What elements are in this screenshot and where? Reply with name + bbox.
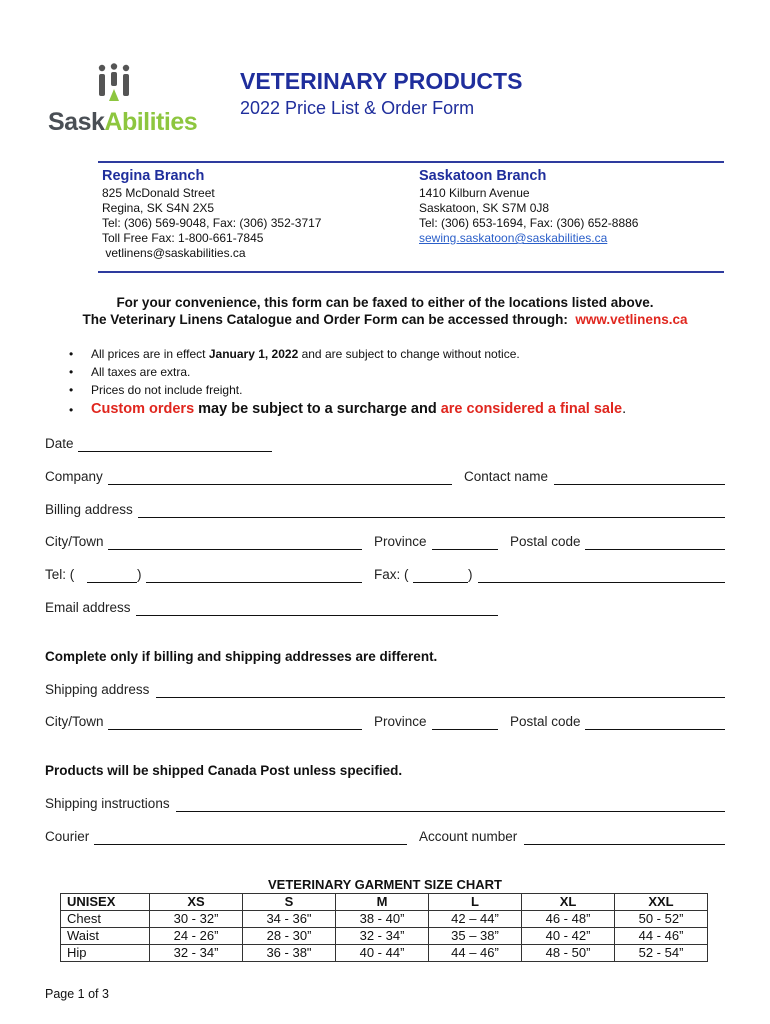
saskatoon-branch-address [419, 186, 638, 246]
fax-number-field[interactable] [478, 582, 725, 583]
fax-label: Fax: ( [374, 567, 409, 582]
size-header-cell: XXL [615, 894, 708, 911]
logo-text-sask: Sask [48, 108, 105, 136]
size-chart-table [60, 893, 708, 962]
shipping-address-label: Shipping address [45, 682, 150, 697]
regina-email: vetlinens@saskabilities.ca [102, 246, 246, 260]
postal-code-label: Postal code [510, 534, 581, 549]
size-cell: 48 - 50” [522, 945, 615, 962]
size-cell: 40 - 42” [522, 928, 615, 945]
table-row [61, 911, 708, 928]
shipping-city-field[interactable] [108, 729, 362, 730]
bullet-prices-effective: • All prices are in effect January 1, 2022 and are subject to change without notice. [69, 347, 520, 361]
saskatoon-street: 1410 Kilburn Avenue [419, 186, 530, 200]
size-cell: 36 - 38" [243, 945, 336, 962]
table-row [61, 928, 708, 945]
size-chart-title: VETERINARY GARMENT SIZE CHART [267, 877, 502, 892]
saskatoon-email-link[interactable]: sewing.saskatoon@saskabilities.ca [419, 231, 608, 245]
account-number-label: Account number [419, 829, 518, 844]
size-cell: 35 – 38” [429, 928, 522, 945]
regina-street: 825 McDonald Street [102, 186, 215, 200]
vetlinens-link[interactable]: www.vetlinens.ca [575, 312, 688, 327]
size-header-cell: XS [150, 894, 243, 911]
regina-tollfree: Toll Free Fax: 1-800-661-7845 [102, 231, 264, 245]
city-field[interactable] [108, 549, 362, 550]
contact-name-label: Contact name [464, 469, 549, 484]
shipping-instructions-field[interactable] [176, 811, 725, 812]
size-header-cell: M [336, 894, 429, 911]
branch-divider [98, 271, 724, 273]
catalogue-notice [0, 312, 770, 327]
billing-address-field[interactable] [138, 517, 725, 518]
logo [48, 60, 198, 140]
saskatoon-city: Saskatoon, SK S7M 0J8 [419, 201, 550, 215]
size-cell: 44 - 46” [615, 928, 708, 945]
date-label: Date [45, 436, 74, 451]
size-cell: 38 - 40” [336, 911, 429, 928]
size-cell: 34 - 36" [243, 911, 336, 928]
size-chart-header-row [61, 894, 708, 911]
size-header-cell: XL [522, 894, 615, 911]
shipping-carrier-note: Products will be shipped Canada Post unless specified. [45, 763, 403, 778]
saskatoon-branch-heading: Saskatoon Branch [419, 168, 547, 184]
shipping-address-field[interactable] [156, 697, 725, 698]
fax-notice: For your convenience, this form can be faxed to either of the locations listed above. [116, 295, 654, 310]
regina-branch-heading: Regina Branch [102, 168, 205, 184]
size-cell: 50 - 52” [615, 911, 708, 928]
tel-number-field[interactable] [146, 582, 362, 583]
size-cell: 40 - 44” [336, 945, 429, 962]
bullet-dot: • [69, 383, 74, 397]
size-cell: 52 - 54” [615, 945, 708, 962]
top-divider [98, 161, 724, 163]
company-field[interactable] [108, 484, 452, 485]
date-field[interactable] [78, 451, 272, 452]
bullet-dot: • [69, 403, 74, 417]
size-header-cell: S [243, 894, 336, 911]
size-cell: 32 - 34” [336, 928, 429, 945]
table-row [61, 945, 708, 962]
shipping-province-label: Province [374, 714, 427, 729]
shipping-city-label: City/Town [45, 714, 104, 729]
postal-code-field[interactable] [585, 549, 725, 550]
bullet-freight: • Prices do not include freight. [69, 383, 243, 397]
size-row-label: Chest [61, 911, 150, 928]
email-address-field[interactable] [136, 615, 498, 616]
size-cell: 46 - 48” [522, 911, 615, 928]
size-header-cell: UNISEX [61, 894, 150, 911]
size-row-label: Hip [61, 945, 150, 962]
size-row-label: Waist [61, 928, 150, 945]
regina-branch-address [102, 186, 321, 261]
contact-name-field[interactable] [554, 484, 725, 485]
bullet-dot: • [69, 365, 74, 379]
size-header-cell: L [429, 894, 522, 911]
fax-paren-close: ) [468, 567, 473, 582]
document-title: VETERINARY PRODUCTS [240, 68, 523, 94]
saskatoon-phone: Tel: (306) 653-1694, Fax: (306) 652-8886 [419, 216, 639, 230]
page-number: Page 1 of 3 [45, 987, 109, 1001]
logo-text-abilities: Abilities [104, 108, 198, 136]
shipping-postal-code-field[interactable] [585, 729, 725, 730]
catalogue-notice-text: The Veterinary Linens Catalogue and Order Form can be accessed through: [82, 312, 576, 327]
people-icon [96, 63, 132, 107]
size-cell: 24 - 26” [150, 928, 243, 945]
size-cell: 28 - 30” [243, 928, 336, 945]
size-cell: 44 – 46” [429, 945, 522, 962]
city-label: City/Town [45, 534, 104, 549]
email-address-label: Email address [45, 600, 131, 615]
bullet-taxes: • All taxes are extra. [69, 365, 191, 379]
billing-address-label: Billing address [45, 502, 133, 517]
billing-shipping-note: Complete only if billing and shipping addresses are different. [45, 649, 438, 664]
size-cell: 30 - 32” [150, 911, 243, 928]
tel-label: Tel: ( [45, 567, 75, 582]
fax-area-code-field[interactable] [413, 582, 468, 583]
bullet-dot: • [69, 347, 74, 361]
courier-label: Courier [45, 829, 90, 844]
province-label: Province [374, 534, 427, 549]
courier-field[interactable] [94, 844, 407, 845]
shipping-province-field[interactable] [432, 729, 498, 730]
regina-city: Regina, SK S4N 2X5 [102, 201, 215, 215]
shipping-postal-code-label: Postal code [510, 714, 581, 729]
tel-paren-close: ) [137, 567, 142, 582]
document-subtitle: 2022 Price List & Order Form [240, 98, 475, 118]
tel-area-code-field[interactable] [87, 582, 137, 583]
bullet-custom-orders: • Custom orders may be subject to a surcharge and are considered a final sale. [69, 401, 627, 417]
size-cell: 42 – 44” [429, 911, 522, 928]
company-label: Company [45, 469, 103, 484]
province-field[interactable] [432, 549, 498, 550]
account-number-field[interactable] [524, 844, 725, 845]
size-cell: 32 - 34” [150, 945, 243, 962]
regina-phone: Tel: (306) 569-9048, Fax: (306) 352-3717 [102, 216, 322, 230]
shipping-instructions-label: Shipping instructions [45, 796, 170, 811]
